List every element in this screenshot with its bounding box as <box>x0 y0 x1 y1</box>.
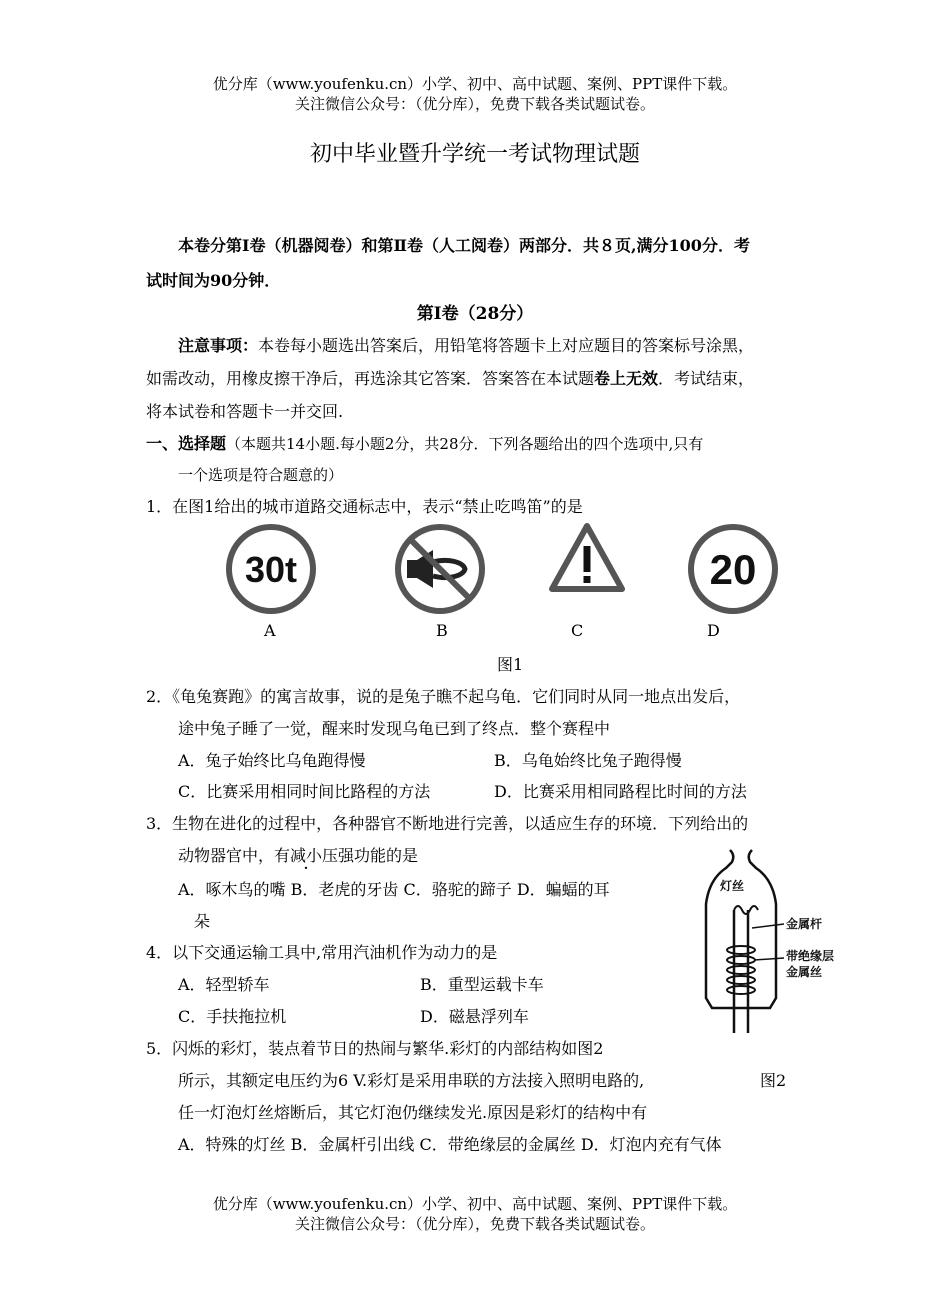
label-insulated-2: 金属丝 <box>786 965 823 979</box>
label-metal-rod: 金属杆 <box>786 917 823 931</box>
part1-label: 一、选择题 <box>146 434 227 453</box>
part1-heading <box>146 431 703 454</box>
q4-stem: 4．以下交通运输工具中,常用汽油机作为动力的是 <box>146 943 498 962</box>
q3-stem-1: 3．生物在进化的过程中，各种器官不断地进行完善，以适应生存的环境．下列给出的 <box>146 814 749 833</box>
label-insulated-1: 带绝缘层 <box>786 949 835 963</box>
q5-stem-3: 任一灯泡灯丝熔断后，其它灯泡仍继续发光.原因是彩灯的结构中有 <box>178 1103 648 1122</box>
header-line-1: 优分库（www.youfenku.cn）小学、初中、高中试题、案例、PPT课件下载。 <box>212 75 738 93</box>
q1-stem: 1．在图1给出的城市道路交通标志中，表示“禁止吃鸣笛”的是 <box>146 497 583 516</box>
figure-2-bulb-diagram <box>690 848 850 1038</box>
intro-line-2: 试时间为90分钟． <box>146 271 281 290</box>
q2-option-a: A．兔子始终比乌龟跑得慢 <box>178 751 366 770</box>
q3-stem-2 <box>178 843 418 866</box>
notes-line-2 <box>146 366 754 389</box>
q1-label-c: C <box>571 621 584 640</box>
q4-option-a: A．轻型轿车 <box>178 975 270 994</box>
intro-line-1: 本卷分第Ⅰ卷（机器阅卷）和第Ⅱ卷（人工阅卷）两部分．共８页,满分100分．考 <box>178 236 750 255</box>
page-title: 初中毕业暨升学统一考试物理试题 <box>309 142 640 167</box>
header-line-2: 关注微信公众号：（优分库），免费下载各类试题试卷。 <box>294 95 655 113</box>
section-title: 第Ⅰ卷（28分） <box>416 304 534 324</box>
figure-2-caption: 图2 <box>760 1071 787 1090</box>
notes-label: 注意事项： <box>178 336 259 355</box>
insulated-wire-coil <box>727 946 755 994</box>
footer-line-2: 关注微信公众号：（优分库），免费下载各类试题试卷。 <box>294 1215 655 1233</box>
sign-a-weight-limit <box>224 522 318 616</box>
sign-b-no-horn <box>393 522 487 616</box>
q5-stem-1: 5．闪烁的彩灯，装点着节日的热闹与繁华.彩灯的内部结构如图2 <box>146 1039 604 1058</box>
q4-option-b: B．重型运载卡车 <box>420 975 544 994</box>
sign-c-warning <box>548 522 626 594</box>
q4-option-c: C．手扶拖拉机 <box>178 1007 287 1026</box>
sign-d-text: 20 <box>709 546 757 593</box>
q3-emphasis: 减小 <box>290 846 323 865</box>
q2-option-c: C．比赛采用相同时间比路程的方法 <box>178 782 431 801</box>
notes-line-1-text: 本卷每小题选出答案后，用铅笔将答题卡上对应题目的答案标号涂黑， <box>258 336 755 355</box>
notes-line-2-post: ．考试结束， <box>658 369 755 388</box>
part1-desc-1: （本题共14小题.每小题2分，共28分．下列各题给出的四个选项中,只有 <box>226 435 704 453</box>
footer-line-1: 优分库（www.youfenku.cn）小学、初中、高中试题、案例、PPT课件下载。 <box>212 1195 738 1213</box>
q2-stem-2: 途中兔子睡了一觉，醒来时发现乌龟已到了终点．整个赛程中 <box>178 719 611 738</box>
sign-a-text: 30t <box>244 549 298 590</box>
q2-option-d: D．比赛采用相同路程比时间的方法 <box>494 782 747 801</box>
notes-line-2-bold: 卷上无效 <box>594 369 659 388</box>
sign-d-speed-limit <box>686 522 780 616</box>
part1-desc-2: 一个选项是符合题意的） <box>178 466 344 484</box>
q5-options: A．特殊的灯丝 B．金属杆引出线 C．带绝缘层的金属丝 D．灯泡内充有气体 <box>178 1135 722 1154</box>
figure-1-caption: 图1 <box>497 655 524 674</box>
q3-stem-2-pre: 动物器官中，有 <box>178 846 291 865</box>
q2-option-b: B．乌龟始终比兔子跑得慢 <box>494 751 682 770</box>
q5-stem-2: 所示，其额定电压约为6 V.彩灯是采用串联的方法接入照明电路的, <box>178 1071 645 1090</box>
q2-stem-1: 2．《龟兔赛跑》的寓言故事，说的是兔子瞧不起乌龟．它们同时从同一地点出发后， <box>146 687 741 706</box>
q3-options-cont: 朵 <box>194 912 211 931</box>
q3-options: A．啄木鸟的嘴 B．老虎的牙齿 C．骆驼的蹄子 D．蝙蝠的耳 <box>178 880 610 899</box>
q1-label-b: B <box>436 621 448 640</box>
q4-option-d: D．磁悬浮列车 <box>420 1007 529 1026</box>
notes-line-1 <box>178 333 754 356</box>
q1-label-d: D <box>707 621 720 640</box>
filament-coil <box>734 906 758 914</box>
label-filament: 灯丝 <box>720 879 745 893</box>
q3-stem-2-post: 压强功能的是 <box>322 846 419 865</box>
notes-line-3: 将本试卷和答题卡一并交回. <box>146 402 344 421</box>
notes-line-2-pre: 如需改动，用橡皮擦干净后，再选涂其它答案．答案答在本试题 <box>146 369 595 388</box>
q1-label-a: A <box>264 621 276 640</box>
